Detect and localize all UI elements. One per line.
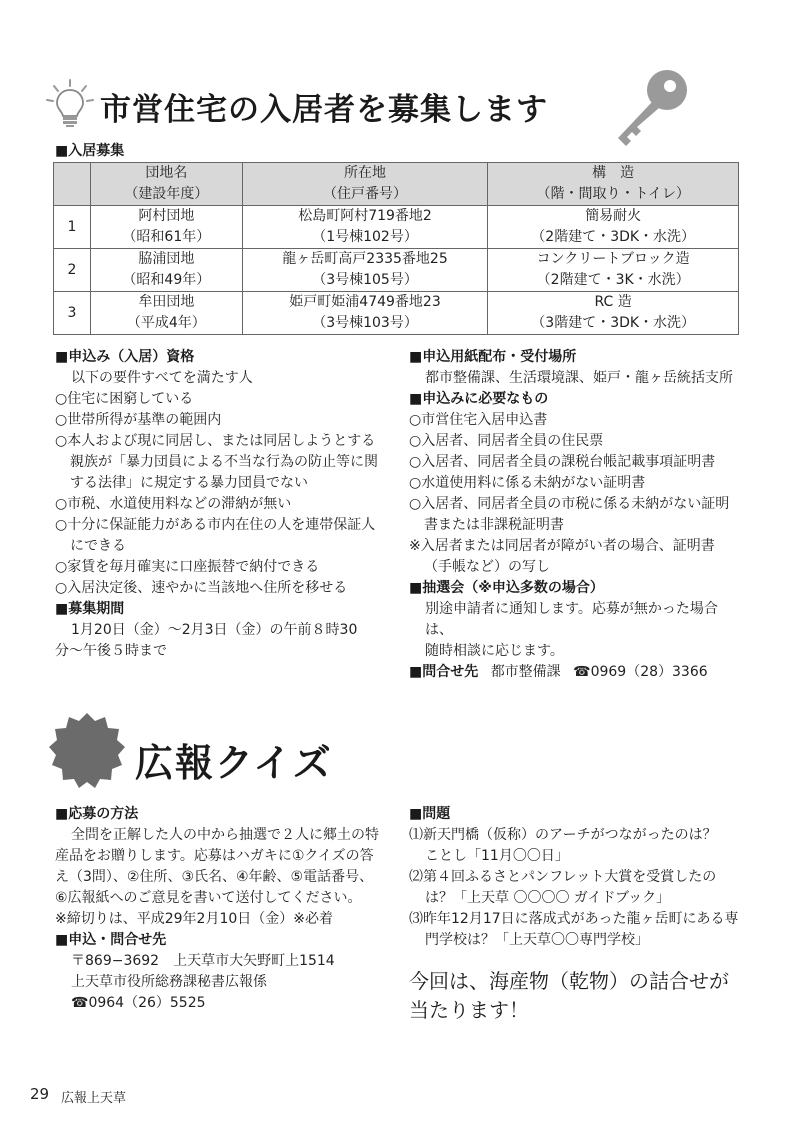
period-line: 1月20日（金）～2月3日（金）の午前８時30 [71, 622, 358, 638]
list-item: ※入居者または同居者が障がい者の場合、証明書 [409, 538, 715, 554]
list-item: 親族が「暴力団員による不当な行為の防止等に関 [70, 454, 378, 470]
header-cell: 団地名 （建設年度） [90, 163, 242, 206]
contact-line [409, 662, 744, 683]
list-item: ○市税、水道使用料などの滞納が無い [55, 496, 292, 512]
key-icon [612, 66, 694, 154]
prize-line: 今回は、海産物（乾物）の詰合せが [409, 969, 729, 993]
page-title: 市営住宅の入居者を募集します [100, 92, 548, 128]
prize-line: 当たります！ [409, 998, 529, 1022]
required-heading: ■申込みに必要なもの [409, 391, 549, 407]
list-item: にできる [70, 538, 126, 554]
list-item: ことし「11月〇〇日」 [425, 848, 569, 864]
lottery-line: 随時相談に応じます。 [425, 643, 564, 659]
list-item: ⑵第４回ふるさとパンフレット大賞を受賞したの [409, 869, 717, 885]
required-list [409, 410, 744, 578]
row-number: 3 [54, 292, 91, 335]
list-item: ○十分に保証能力がある市内在住の人を連帯保証人 [55, 517, 376, 533]
row-number: 1 [54, 206, 91, 249]
method-line: ※締切りは、平成29年2月10日（金）※必着 [55, 911, 333, 927]
list-item: ○入居決定後、速やかに当該地へ住所を移せる [55, 580, 348, 596]
recruit-heading: ■入居募集 [55, 143, 125, 159]
list-item: ○家賃を毎月確実に口座振替で納付できる [55, 559, 320, 575]
list-item: ○住宅に困窮している [55, 391, 194, 407]
method-line: ⑥広報紙へのご意見を書いて送付してください。 [55, 890, 362, 906]
address-cell: 龍ヶ岳町高戸2335番地25 （3号棟105号） [242, 249, 488, 292]
structure-cell: コンクリートブロック造 （2階建て・3K・水洗） [488, 249, 739, 292]
lightbulb-icon [44, 78, 96, 128]
header-cell [54, 163, 91, 206]
qualification-heading: ■申込み（入居）資格 [55, 349, 195, 365]
distribution-text: 都市整備課、生活環境課、姫戸・龍ヶ岳統括支所 [425, 370, 733, 386]
estate-cell: 阿村団地 （昭和61年） [90, 206, 242, 249]
list-item: ⑴新天門橋（仮称）のアーチがつながったのは？ [409, 827, 717, 843]
quiz-title: 広報クイズ [135, 741, 333, 785]
row-number: 2 [54, 249, 91, 292]
estate-cell: 牟田団地 （平成4年） [90, 292, 242, 335]
structure-cell: RC 造 （3階建て・3DK・水洗） [488, 292, 739, 335]
prize-text [409, 967, 769, 1025]
table-row [54, 249, 739, 292]
list-item: ○本人および現に同居し、または同居しようとする [55, 433, 376, 449]
list-item: ○水道使用料に係る未納がない証明書 [409, 475, 646, 491]
list-item: ○入居者、同居者全員の住民票 [409, 433, 604, 449]
list-item: ○入居者、同居者全員の市税に係る未納がない証明 [409, 496, 730, 512]
housing-table [53, 162, 739, 335]
list-item: ○市営住宅入居申込書 [409, 412, 548, 428]
list-item: 書または非課税証明書 [424, 517, 564, 533]
list-item: 門学校は？「上天草〇〇専門学校」 [425, 932, 649, 948]
method-line: え（3問）、②住所、③氏名、④年齢、⑤電話番号、 [55, 869, 374, 885]
lottery-heading: ■抽選会（※申込多数の場合） [409, 580, 604, 596]
structure-cell: 簡易耐火 （2階建て・3DK・水洗） [488, 206, 739, 249]
method-heading: ■応募の方法 [55, 806, 139, 822]
method-line: 全問を正解した人の中から抽選で２人に郷土の特 [71, 827, 379, 843]
page-number: 29 [30, 1085, 50, 1103]
table-header-row [54, 163, 739, 206]
contact-dept: 都市整備課 [490, 664, 561, 680]
list-item: は？「上天草 〇〇〇〇 ガイドブック」 [425, 890, 671, 906]
list-item: する法律」に規定する暴力団員でない [70, 475, 308, 491]
list-item: ○入居者、同居者全員の課税台帳記載事項証明書 [409, 454, 716, 470]
estate-cell: 脇浦団地 （昭和49年） [90, 249, 242, 292]
apply-line: 〒869−3692 上天草市大矢野町上1514 [71, 953, 335, 969]
apply-line: ☎0964（26）5525 [71, 995, 206, 1011]
apply-heading: ■申込・問合せ先 [55, 932, 167, 948]
distribution-heading: ■申込用紙配布・受付場所 [409, 349, 577, 365]
table-row [54, 206, 739, 249]
period-text [55, 620, 395, 662]
period-heading: ■募集期間 [55, 601, 125, 617]
address-cell: 姫戸町姫浦4749番地23 （3号棟103号） [242, 292, 488, 335]
header-cell: 所在地 （住戸番号） [242, 163, 488, 206]
method-line: 産品をお贈りします。応募はハガキに①クイズの答 [55, 848, 374, 864]
question-heading: ■問題 [409, 806, 451, 822]
publication-name: 広報上天草 [61, 1091, 127, 1106]
qualification-list [55, 368, 395, 599]
lottery-text [409, 599, 744, 662]
question-list [409, 825, 749, 951]
quiz-badge-icon [48, 712, 126, 790]
list-item: 以下の要件すべてを満たす人 [71, 370, 253, 386]
address-cell: 松島町阿村719番地2 （1号棟102号） [242, 206, 488, 249]
contact-heading: ■問合せ先 [409, 664, 479, 680]
table-row [54, 292, 739, 335]
list-item: ⑶昨年12月17日に落成式があった龍ヶ岳町にある専 [409, 911, 739, 927]
period-line: 分～午後５時まで [55, 643, 167, 659]
list-item: ○世帯所得が基準の範囲内 [55, 412, 222, 428]
contact-phone: ☎0969（28）3366 [573, 664, 708, 680]
header-cell: 構 造 （階・間取り・トイレ） [488, 163, 739, 206]
method-text [55, 825, 400, 930]
apply-line: 上天草市役所総務課秘書広報係 [71, 974, 267, 990]
list-item: （手帳など）の写し [424, 559, 550, 575]
lottery-line: 別途申請者に通知します。応募が無かった場合は、 [425, 601, 718, 638]
apply-text [55, 951, 400, 1014]
